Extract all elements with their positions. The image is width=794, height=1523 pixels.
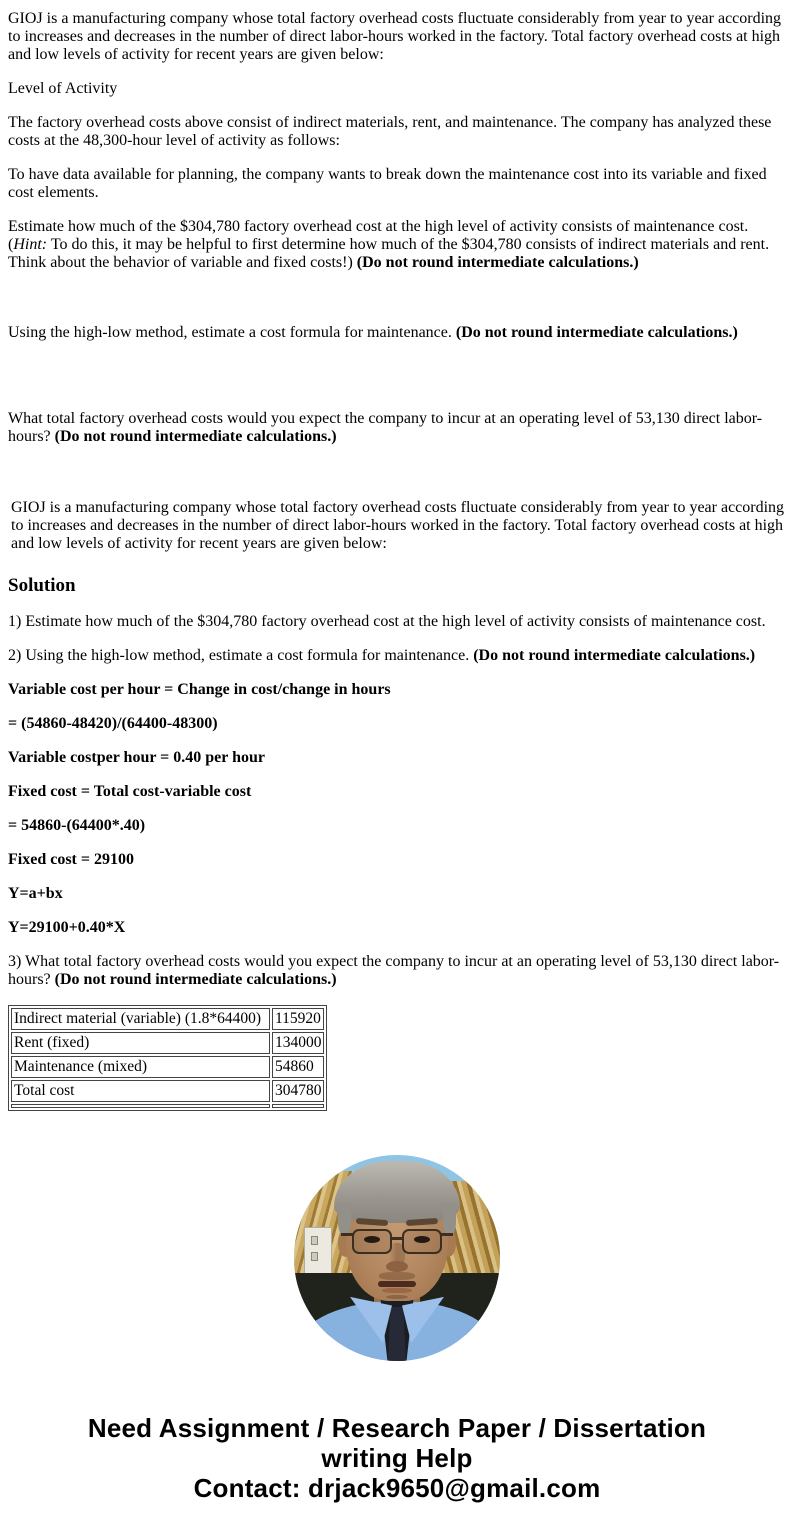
portrait-hair-side-left <box>338 1203 351 1235</box>
equation-fixed-cost-calc: = 54860-(64400*.40) <box>8 817 146 834</box>
table-row <box>11 1080 324 1102</box>
footer-line-2: writing Help <box>321 1443 473 1473</box>
portrait-eye-right <box>414 1236 430 1243</box>
hint-label: Hint: <box>13 236 48 253</box>
portrait-eye-left <box>364 1236 380 1243</box>
table-row <box>11 1032 324 1054</box>
analyzed-costs-paragraph: The factory overhead costs above consist of indirect materials, rent, and maintenance. The company has analyzed these costs at the 48,300-hour level of activity as follows: <box>8 114 772 149</box>
question-1-text: Estimate how much of the $304,780 factory overhead cost at the high level of activity consists of maintenance cost. ( <box>8 218 749 253</box>
question-3-text: What total factory overhead costs would you expect the company to incur at an operating level of 53,130 direct labor-hours? <box>8 410 763 445</box>
double-rule-cell <box>272 1104 324 1108</box>
footer-contact-line: Contact: drjack9650@gmail.com <box>193 1473 601 1503</box>
cost-breakdown-table <box>8 1005 327 1111</box>
table-total-double-rule <box>11 1104 324 1108</box>
cost-value-cell: 304780 <box>272 1080 324 1102</box>
portrait-chin-crease <box>386 1295 408 1299</box>
cost-value-cell: 115920 <box>272 1008 324 1030</box>
question-3 <box>8 410 786 446</box>
portrait-photo-wrapper <box>8 1155 786 1366</box>
cost-label-cell: Maintenance (mixed) <box>11 1056 270 1078</box>
portrait-mouth <box>378 1281 416 1287</box>
solution-step-2-text: 2) Using the high-low method, estimate a cost formula for maintenance. <box>8 647 474 664</box>
portrait-photo <box>294 1155 500 1361</box>
double-rule-cell <box>11 1104 270 1108</box>
portrait-glasses-temple-left <box>341 1233 354 1236</box>
solution-heading: Solution <box>8 575 76 596</box>
intro-paragraph: GIOJ is a manufacturing company whose total factory overhead costs fluctuate considerably from year to year according to increases and decreases in the number of direct labor-hours worked in the factory. Total factory overhead costs at high and low levels of activity for recent years are given below: <box>8 10 782 63</box>
portrait-hair-side-right <box>443 1203 456 1235</box>
cost-label-cell: Indirect material (variable) (1.8*64400) <box>11 1008 270 1030</box>
cost-value-cell: 54860 <box>272 1056 324 1078</box>
table-row <box>11 1008 324 1030</box>
cost-value-cell: 134000 <box>272 1032 324 1054</box>
cost-label-cell: Rent (fixed) <box>11 1032 270 1054</box>
equation-cost-model-values: Y=29100+0.40*X <box>8 919 126 936</box>
portrait-mustache-shadow <box>379 1272 415 1280</box>
portrait-glasses-bridge <box>390 1237 404 1240</box>
portrait-tie <box>388 1307 406 1361</box>
portrait-glasses-temple-right <box>440 1233 453 1236</box>
solution-step-3-text: 3) What total factory overhead costs would you expect the company to incur at an operating level of 53,130 direct labor-hours? <box>8 953 780 988</box>
no-round-note: (Do not round intermediate calculations.) <box>54 428 337 445</box>
footer-line-1: Need Assignment / Research Paper / Dissertation <box>87 1413 707 1443</box>
solution-step-1: 1) Estimate how much of the $304,780 factory overhead cost at the high level of activity consists of maintenance cost. <box>8 613 766 630</box>
equation-variable-cost-calc: = (54860-48420)/(64400-48300) <box>8 715 218 732</box>
question-1-hint-text: To do this, it may be helpful to first determine how much of the $304,780 consists of indirect materials and rent. Think about the behavior of variable and fixed costs!) <box>8 236 770 271</box>
solution-step-3 <box>8 953 786 989</box>
question-2-text: Using the high-low method, estimate a cost formula for maintenance. <box>8 324 456 341</box>
portrait-nose-tip <box>386 1261 408 1272</box>
planning-paragraph: To have data available for planning, the company wants to break down the maintenance cost into its variable and fixed cost elements. <box>8 166 767 201</box>
portrait-lower-lip <box>382 1288 412 1293</box>
equation-variable-cost-formula: Variable cost per hour = Change in cost/change in hours <box>8 681 391 698</box>
question-1 <box>8 218 786 272</box>
question-2 <box>8 324 786 342</box>
intro-paragraph-repeat: GIOJ is a manufacturing company whose total factory overhead costs fluctuate considerably from year to year according to increases and decreases in the number of direct labor-hours worked in the factory. Total factory overhead costs at high and low levels of activity for recent years are given below: <box>11 499 785 552</box>
footer-advert <box>8 1413 786 1503</box>
cost-label-cell: Total cost <box>11 1080 270 1102</box>
solution-step-2 <box>8 647 786 665</box>
equation-fixed-cost-formula: Fixed cost = Total cost-variable cost <box>8 783 252 800</box>
no-round-note: (Do not round intermediate calculations.) <box>455 324 738 341</box>
no-round-note: (Do not round intermediate calculations.) <box>54 971 337 988</box>
level-of-activity-label: Level of Activity <box>8 80 118 97</box>
no-round-note: (Do not round intermediate calculations.) <box>473 647 756 664</box>
equation-fixed-cost-result: Fixed cost = 29100 <box>8 851 134 868</box>
table-row <box>11 1056 324 1078</box>
equation-variable-cost-result: Variable costper hour = 0.40 per hour <box>8 749 265 766</box>
no-round-note: (Do not round intermediate calculations.) <box>356 254 639 271</box>
equation-cost-model: Y=a+bx <box>8 885 63 902</box>
